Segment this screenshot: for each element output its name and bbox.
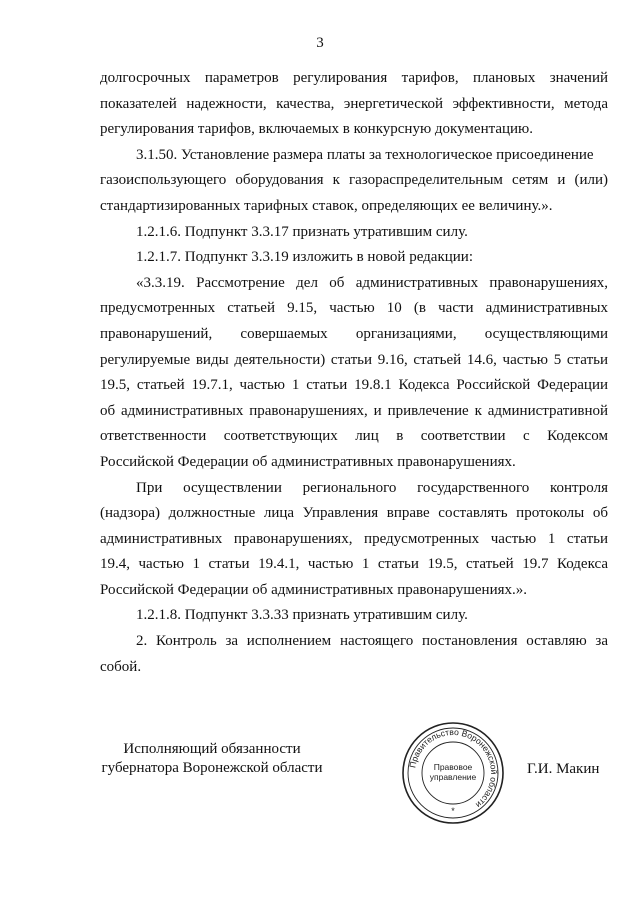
text-line: ответственности соответствующих лиц в соответствии с Кодексом: [100, 428, 608, 445]
text-line: 19.4, частью 1 статьи 19.4.1, частью 1 статьи 19.5, статьей 19.7 Кодекса: [100, 556, 608, 573]
seal-center-line-1: Правовое: [433, 762, 473, 772]
text-line: Российской Федерации об административных правонарушениях.».: [100, 581, 528, 598]
text-line: административных правонарушениях, предусмотренных частью 1 статьи: [100, 530, 608, 547]
official-seal-stamp: [401, 721, 505, 825]
text-line: регулируемые виды деятельности) статьи 9.16, статьей 14.6, частью 5 статьи: [100, 351, 608, 368]
seal-star-icon: *: [451, 806, 455, 816]
text-line: 1.2.1.6. Подпункт 3.3.17 признать утратившим силу.: [136, 223, 468, 240]
page-number: 3: [316, 35, 324, 51]
seal-ring-text: Правительство Воронежской области: [407, 726, 500, 811]
text-line: «3.3.19. Рассмотрение дел об административных правонарушениях,: [136, 274, 608, 291]
text-line: правонарушений, совершаемых организациями, осуществляющими: [100, 325, 608, 342]
text-line: предусмотренных статьей 9.15, частью 10 (в части административных: [100, 300, 608, 317]
signatory-name: Г.И. Макин: [527, 761, 600, 777]
signatory-position-line-2: губернатора Воронежской области: [101, 760, 323, 776]
text-line: 19.5, статьей 19.7.1, частью 1 статьи 19.8.1 Кодекса Российской Федерации: [100, 377, 608, 394]
text-line: 2. Контроль за исполнением настоящего постановления оставляю за: [136, 633, 608, 650]
text-line: газоиспользующего оборудования к газораспределительным сетям и (или): [100, 172, 608, 189]
text-line: При осуществлении регионального государственного контроля: [136, 479, 608, 496]
text-line: об административных правонарушениях, и привлечение к административной: [100, 402, 608, 419]
seal-center-line-2: управление: [429, 772, 477, 782]
text-line: долгосрочных параметров регулирования тарифов, плановых значений: [100, 70, 608, 86]
text-line: 3.1.50. Установление размера платы за технологическое присоединение: [136, 146, 594, 163]
signatory-position-line-1: Исполняющий обязанности: [123, 741, 301, 757]
text-line: регулирования тарифов, включаемых в конкурсную документацию.: [100, 121, 534, 138]
text-line: показателей надежности, качества, энергетической эффективности, метода: [100, 95, 608, 112]
document-body: [100, 66, 608, 680]
text-line: 1.2.1.7. Подпункт 3.3.19 изложить в новой редакции:: [136, 249, 473, 266]
text-line: собой.: [100, 658, 142, 675]
signatory-position: [97, 740, 327, 778]
text-line: (надзора) должностные лица Управления вправе составлять протоколы об: [100, 505, 608, 522]
text-line: стандартизированных тарифных ставок, определяющих ее величину.».: [100, 197, 553, 214]
text-line: 1.2.1.8. Подпункт 3.3.33 признать утратившим силу.: [136, 607, 468, 624]
text-line: Российской Федерации об административных правонарушениях.: [100, 453, 516, 470]
